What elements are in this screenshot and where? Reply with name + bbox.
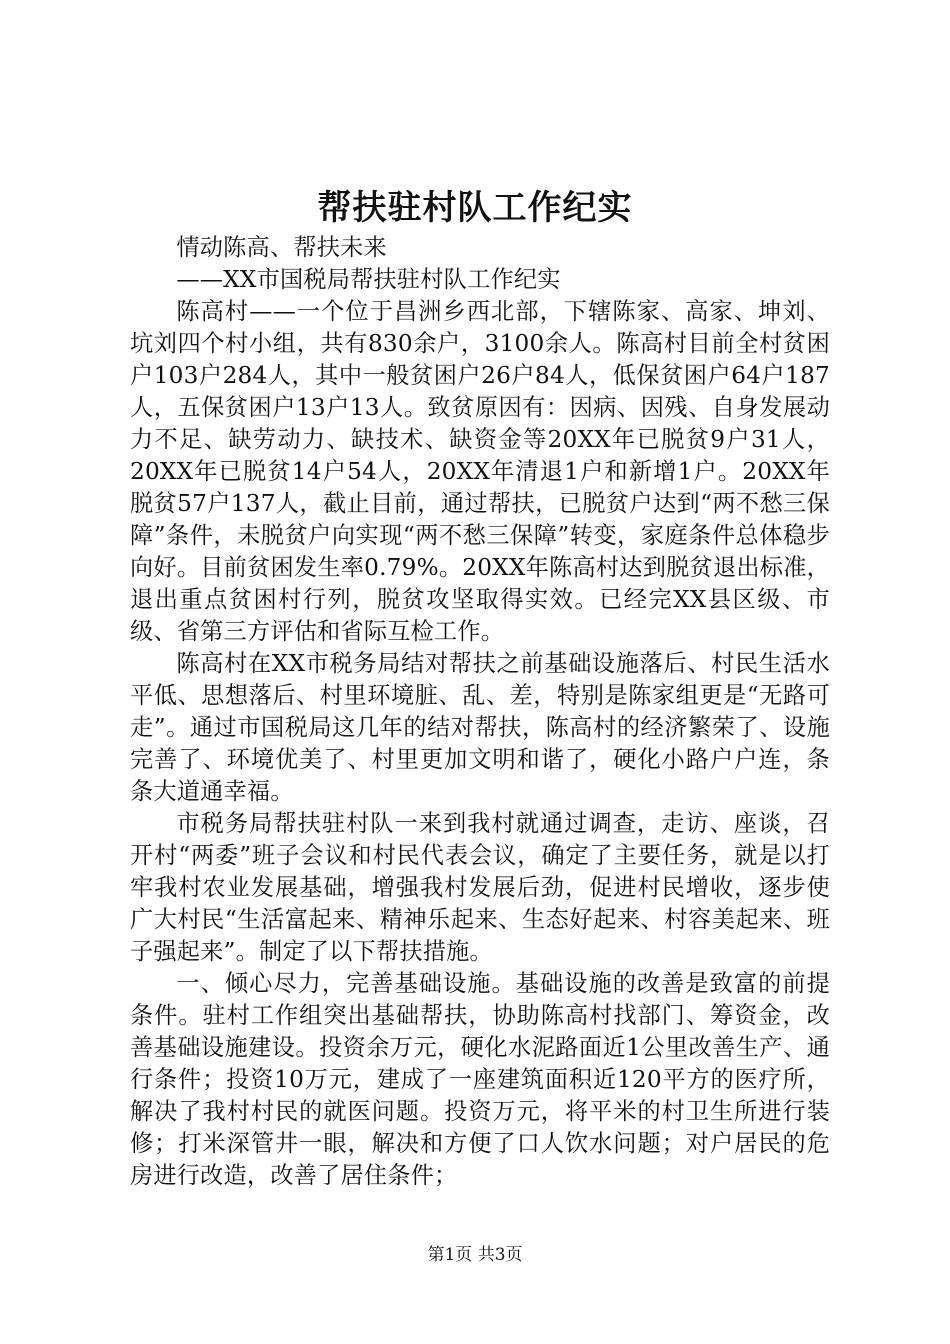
- subtitle-byline: ——XX市国税局帮扶驻村队工作纪实: [176, 266, 561, 293]
- paragraph-measures: 市税务局帮扶驻村队一来到我村就通过调查，走访、座谈，召开村“两委”班子会议和村民代表会议，确定了主要任务，就是以打牢我村农业发展基础，增强我村发展后劲，促进村民增收，逐步使广大村民“生活富起来、精神乐起来、生态好起来、村容美起来、班子强起来”。制定了以下帮扶措施。: [130, 810, 830, 965]
- page-number-footer: 第1页 共3页: [427, 1245, 523, 1265]
- paragraph-before-after: 陈高村在XX市税务局结对帮扶之前基础设施落后、村民生活水平低、思想落后、村里环境脏、乱、差，特别是陈家组更是“无路可走”。通过市国税局这几年的结对帮扶，陈高村的经济繁荣了、设施完善了、环境优美了、村里更加文明和谐了，硬化小路户户连，条条大道通幸福。: [130, 650, 830, 805]
- page-title: 帮扶驻村队工作纪实: [317, 188, 633, 228]
- paragraph-intro: 陈高村——一个位于昌洲乡西北部，下辖陈家、高家、坤刘、坑刘四个村小组，共有830余户，3100余人。陈高村目前全村贫困户103户284人，其中一般贫困户26户84人，低保贫困户64户187人，五保贫困户13户13人。致贫原因有：因病、因残、自身发展动力不足、缺劳动力、缺技术、缺资金等20XX年已脱贫9户31人，20XX年已脱贫14户54人，20XX年清退1户和新增1户。20XX年脱贫57户137人，截止目前，通过帮扶，已脱贫户达到“两不愁三保障”条件，未脱贫户向实现“两不愁三保障”转变，家庭条件总体稳步向好。目前贫困发生率0.79%。20XX年陈高村达到脱贫退出标准，退出重点贫困村行列，脱贫攻坚取得实效。已经完XX县区级、市级、省第三方评估和省际互检工作。: [130, 298, 830, 645]
- paragraph-infrastructure: 一、倾心尽力，完善基础设施。基础设施的改善是致富的前提条件。驻村工作组突出基础帮扶，协助陈高村找部门、筹资金，改善基础设施建设。投资余万元，硬化水泥路面近1公里改善生产、通行条件；投资10万元，建成了一座建筑面积近120平方的医疗所，解决了我村村民的就医问题。投资万元，将平米的村卫生所进行装修；打米深管井一眼，解决和方便了口人饮水问题；对户居民的危房进行改造，改善了居住条件；: [130, 970, 830, 1189]
- document-body: [130, 232, 830, 1192]
- subtitle-line: 情动陈高、帮扶未来: [176, 234, 387, 261]
